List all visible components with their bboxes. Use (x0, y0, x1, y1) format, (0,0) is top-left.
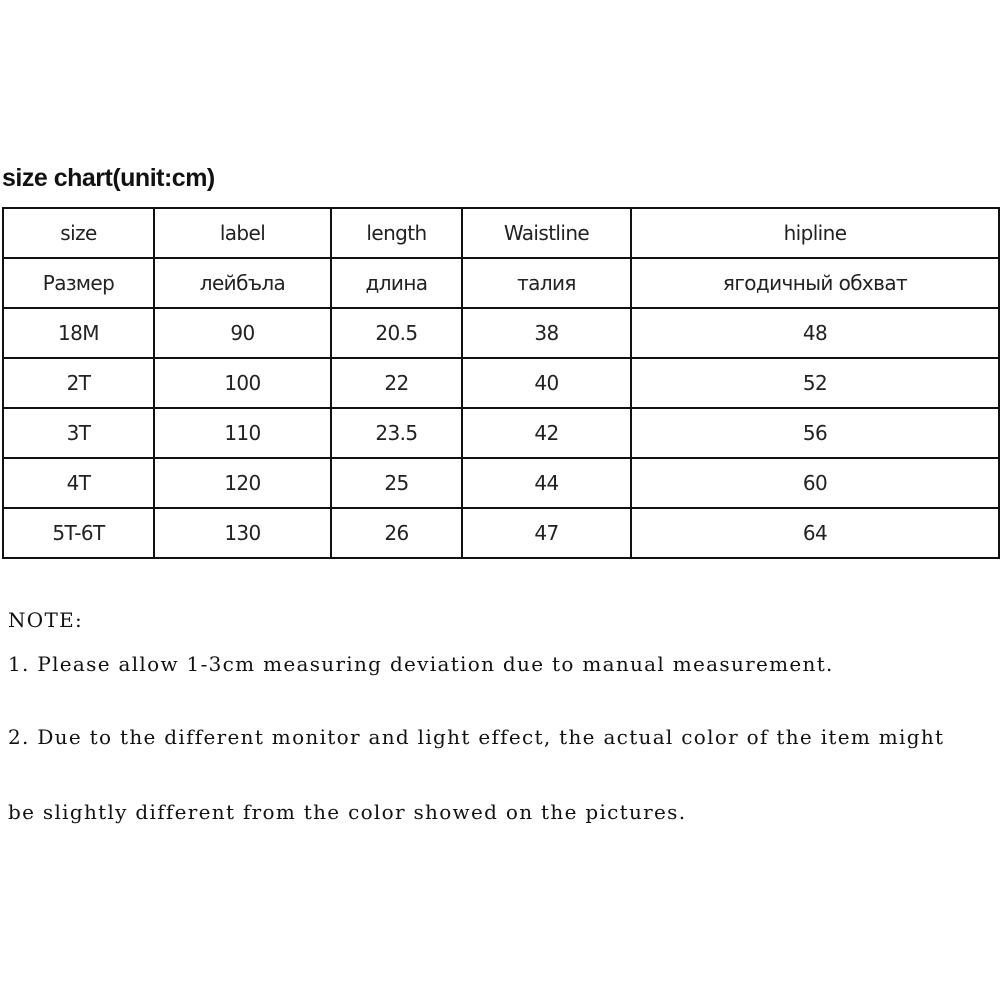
cell-length: 22 (331, 358, 462, 408)
size-chart-table (2, 207, 1000, 559)
cell-length: 26 (331, 508, 462, 558)
cell-label: 120 (154, 458, 331, 508)
cell-size: 4T (3, 458, 154, 508)
header-length-ru: длина (331, 258, 462, 308)
header-waistline-ru: талия (462, 258, 631, 308)
cell-hipline: 48 (631, 308, 999, 358)
cell-waistline: 47 (462, 508, 631, 558)
cell-length: 20.5 (331, 308, 462, 358)
cell-waistline: 42 (462, 408, 631, 458)
cell-size: 2T (3, 358, 154, 408)
cell-size: 3T (3, 408, 154, 458)
cell-hipline: 52 (631, 358, 999, 408)
cell-waistline: 44 (462, 458, 631, 508)
cell-hipline: 60 (631, 458, 999, 508)
cell-hipline: 64 (631, 508, 999, 558)
table-row (3, 408, 999, 458)
cell-hipline: 56 (631, 408, 999, 458)
table-header-row-ru (3, 258, 999, 308)
header-size: size (3, 208, 154, 258)
header-length: length (331, 208, 462, 258)
header-label: label (154, 208, 331, 258)
table-row (3, 458, 999, 508)
header-size-ru: Размер (3, 258, 154, 308)
cell-waistline: 38 (462, 308, 631, 358)
note-item-2-continued: be slightly different from the color showed on the pictures. (8, 800, 687, 824)
cell-label: 110 (154, 408, 331, 458)
header-waistline: Waistline (462, 208, 631, 258)
note-item-2: 2. Due to the different monitor and light effect, the actual color of the item might (8, 725, 945, 749)
table-header-row (3, 208, 999, 258)
header-hipline: hipline (631, 208, 999, 258)
table-row (3, 358, 999, 408)
table-row (3, 508, 999, 558)
note-heading: NOTE: (8, 608, 84, 632)
cell-label: 130 (154, 508, 331, 558)
cell-size: 18M (3, 308, 154, 358)
cell-waistline: 40 (462, 358, 631, 408)
cell-label: 90 (154, 308, 331, 358)
cell-length: 25 (331, 458, 462, 508)
size-chart-title: size chart(unit:cm) (2, 164, 215, 192)
note-item-1: 1. Please allow 1-3cm measuring deviation due to manual measurement. (8, 652, 834, 676)
cell-label: 100 (154, 358, 331, 408)
header-hipline-ru: ягодичный обхват (631, 258, 999, 308)
cell-length: 23.5 (331, 408, 462, 458)
table-row (3, 308, 999, 358)
header-label-ru: лейбъла (154, 258, 331, 308)
cell-size: 5T-6T (3, 508, 154, 558)
